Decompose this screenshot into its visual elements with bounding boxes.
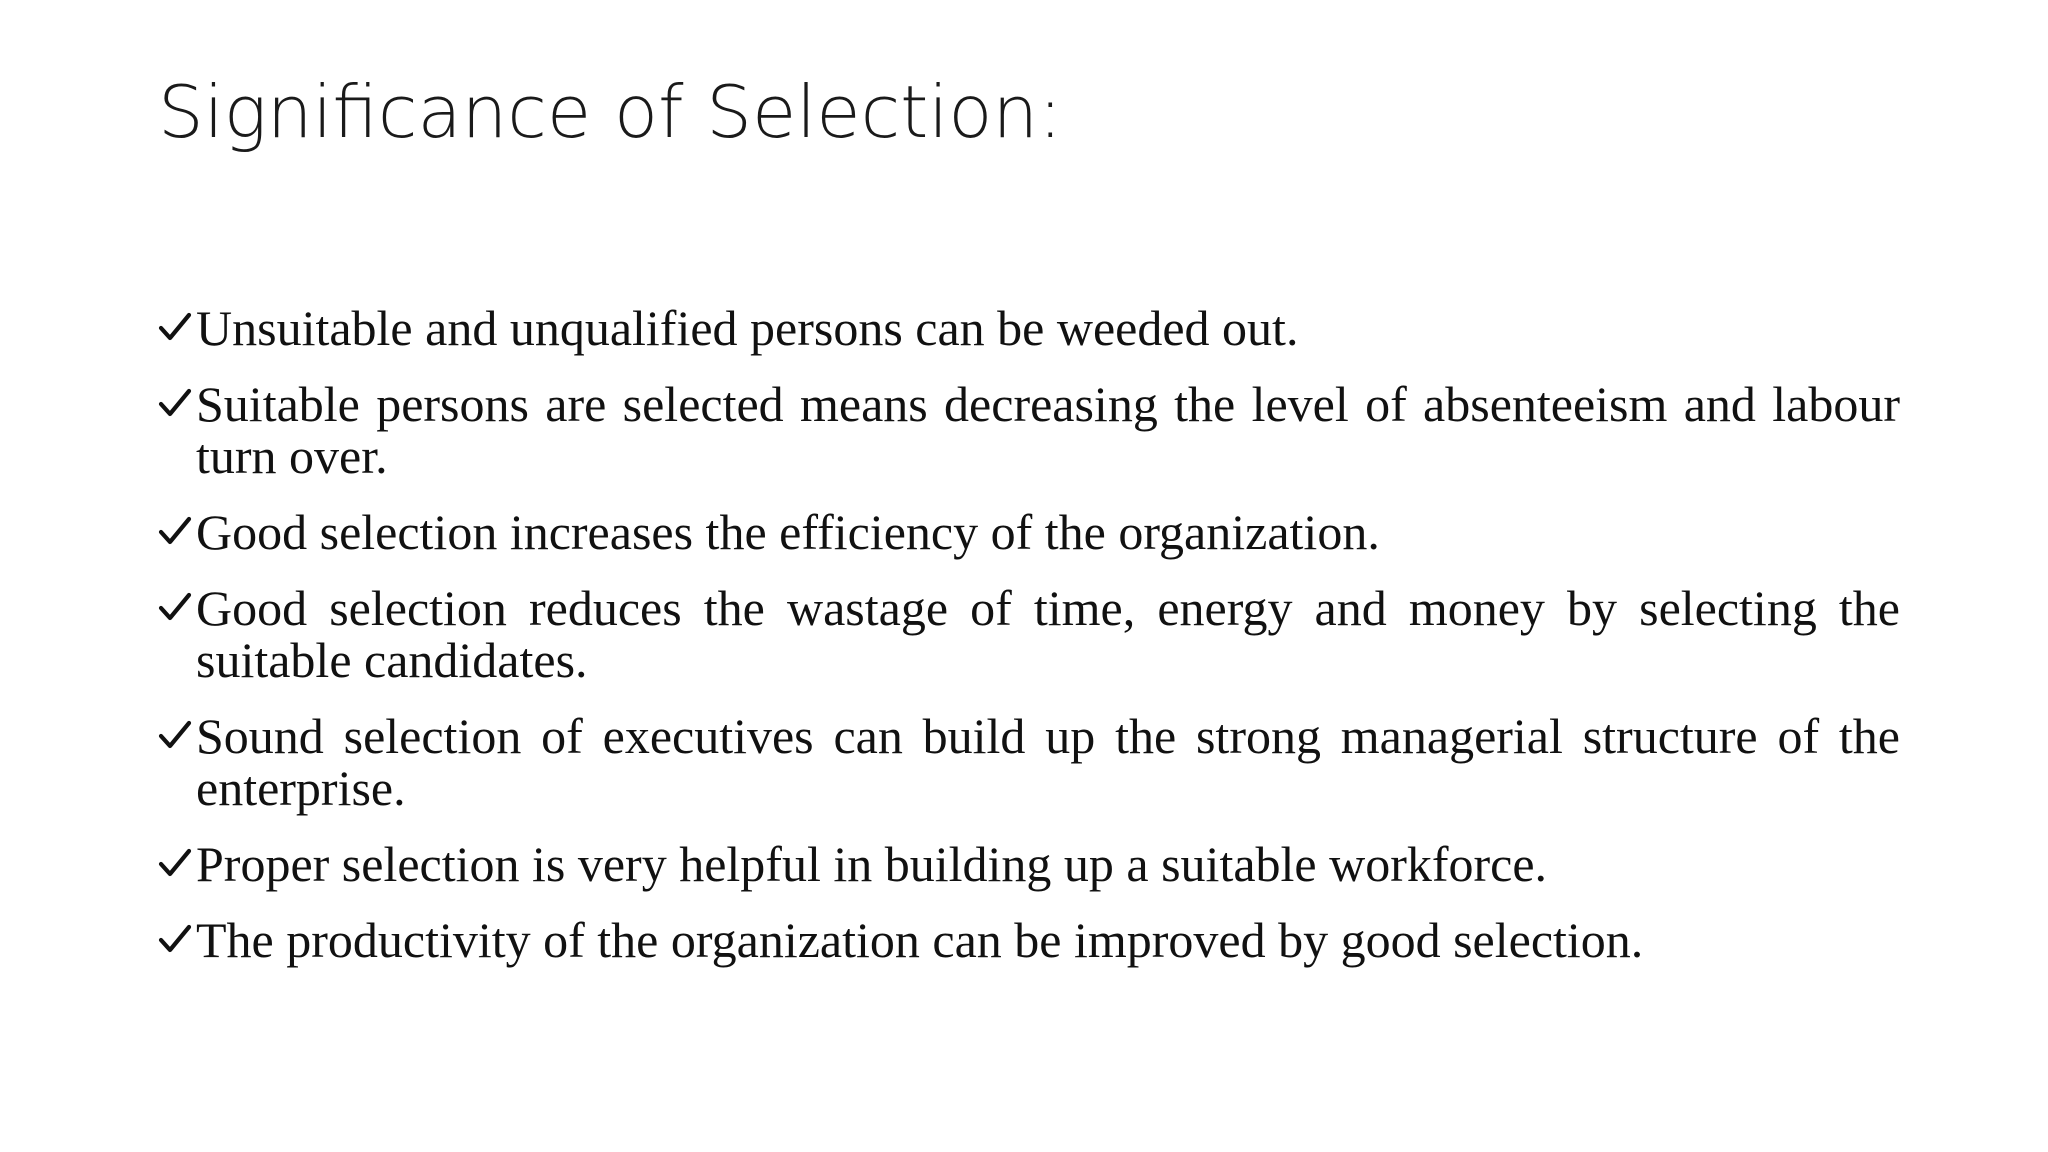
list-item xyxy=(158,506,1900,558)
check-icon xyxy=(158,922,194,958)
list-item-text: Sound selection of executives can build up the strong managerial structure of the enterprise. xyxy=(196,708,1900,816)
slide-title: Significance of Selection: xyxy=(158,70,1063,154)
list-item-text: Suitable persons are selected means decreasing the level of absenteeism and labour turn over. xyxy=(196,376,1900,484)
check-icon xyxy=(158,846,194,882)
list-item-text: Proper selection is very helpful in building up a suitable workforce. xyxy=(196,836,1548,892)
check-icon xyxy=(158,514,194,550)
check-icon xyxy=(158,386,194,422)
list-item-text: Good selection increases the efficiency of the organization. xyxy=(196,504,1380,560)
list-item xyxy=(158,838,1900,890)
list-item xyxy=(158,582,1900,686)
list-item-text: Good selection reduces the wastage of time, energy and money by selecting the suitable candidates. xyxy=(196,580,1900,688)
check-icon xyxy=(158,310,194,346)
list-item xyxy=(158,378,1900,482)
check-icon xyxy=(158,590,194,626)
check-icon xyxy=(158,718,194,754)
list-item xyxy=(158,914,1900,966)
list-item-text: Unsuitable and unqualified persons can be weeded out. xyxy=(196,300,1299,356)
list-item xyxy=(158,302,1900,354)
bullet-list xyxy=(158,302,1900,990)
list-item-text: The productivity of the organization can be improved by good selection. xyxy=(196,912,1644,968)
list-item xyxy=(158,710,1900,814)
